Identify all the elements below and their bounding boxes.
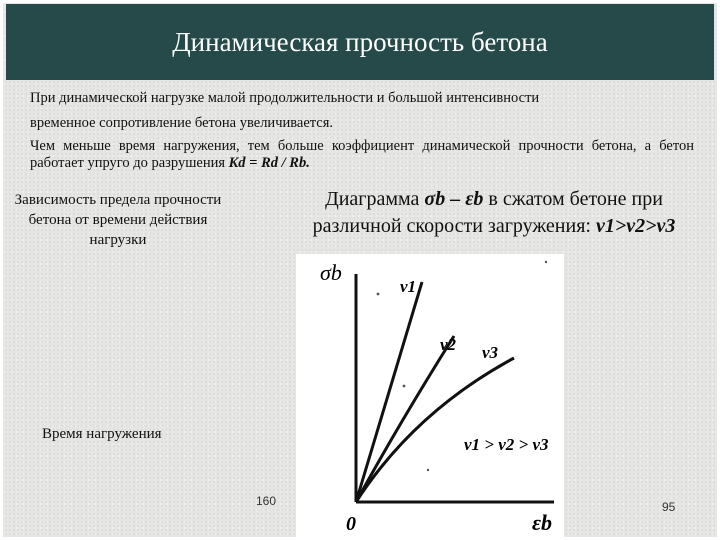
diagram-caption-speed-relation: v1>v2>v3 (595, 215, 676, 237)
diagram-caption (270, 186, 718, 240)
scan-speck (377, 293, 380, 296)
dynamic-coefficient-formula: Kd = Rd / Rb. (228, 155, 310, 171)
scan-speck (427, 469, 429, 471)
x-axis-label: εb (532, 510, 553, 535)
curve-v3 (356, 358, 514, 502)
diagram-caption-line-1-post: в сжатом бетоне при (483, 188, 663, 210)
diagram-caption-line-2-pre: различной скорости загружения: (312, 215, 596, 237)
paragraph-1-line-1: При динамической нагрузке малой продолжительности и большой интенсивности (30, 90, 540, 106)
scan-speck (545, 261, 547, 263)
curve-v1-label: v1 (400, 277, 417, 296)
page-number-right: 95 (662, 500, 676, 514)
stress-strain-svg (296, 254, 564, 540)
stress-strain-diagram (296, 254, 564, 540)
diagram-caption-stress-strain: σb – εb (424, 188, 484, 210)
strength-vs-time-caption: Зависимость предела прочности бетона от времени действия нагрузки (14, 192, 222, 248)
page-title: Динамическая прочность бетона (172, 26, 548, 57)
paragraph-2 (30, 138, 694, 172)
speed-relation-label: v1 > v2 > v3 (464, 435, 549, 454)
paragraph-1 (30, 90, 694, 132)
origin-label: 0 (346, 513, 356, 535)
page-number-left: 160 (256, 494, 277, 508)
paragraph-1-line-2: временное сопротивление бетона увеличивается. (30, 115, 334, 131)
title-bar (6, 4, 714, 80)
y-axis-label: σb (320, 260, 342, 285)
loading-time-label: Время нагружения (42, 426, 162, 442)
curve-v2 (356, 336, 454, 502)
scan-speck (403, 385, 406, 388)
curve-v1 (356, 282, 422, 502)
paragraph-2-text: Чем меньше время нагружения, тем больше коэффициент динамической прочности бетона, а бетон работает упруго до разрушения (30, 138, 694, 171)
diagram-caption-line-1-pre: Диаграмма (325, 188, 425, 210)
curve-v2-label: v2 (440, 335, 457, 354)
curve-v3-label: v3 (482, 343, 499, 362)
